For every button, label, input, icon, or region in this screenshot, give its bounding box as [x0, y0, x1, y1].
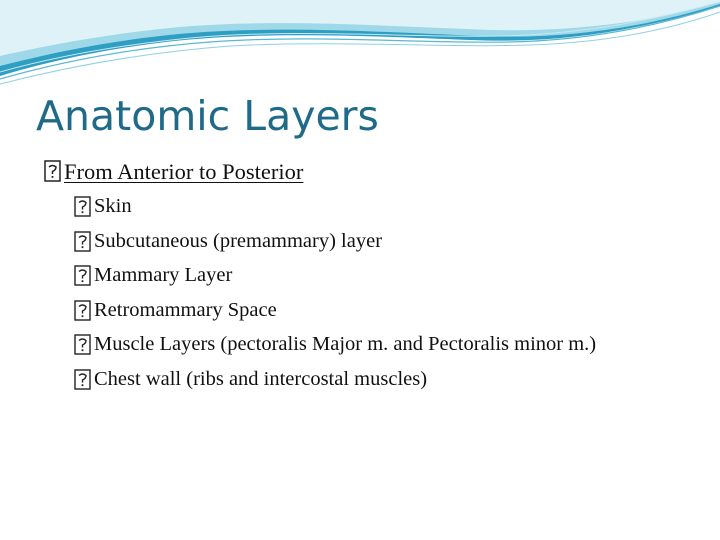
- sub-bullet-text: Skin: [94, 195, 132, 217]
- sub-bullet-item: [44, 194, 684, 218]
- slide-content: [44, 155, 684, 391]
- missing-glyph-box-icon: [74, 300, 91, 321]
- main-bullet-text: From Anterior to Posterior: [64, 159, 304, 184]
- missing-glyph-box-icon: [74, 369, 91, 390]
- sub-bullet-text: Chest wall (ribs and intercostal muscles): [94, 367, 428, 390]
- sub-bullet-item: [44, 263, 684, 287]
- sub-bullet-item: [44, 367, 684, 391]
- sub-bullet-text: Mammary Layer: [94, 264, 233, 286]
- sub-bullet-list: [44, 194, 684, 391]
- missing-glyph-box-icon: [74, 265, 91, 286]
- missing-glyph-box-icon: [44, 160, 61, 182]
- header-wave-decoration: [0, 0, 720, 90]
- sub-bullet-item: [44, 298, 684, 322]
- slide-title: Anatomic Layers: [36, 92, 379, 140]
- missing-glyph-box-icon: [74, 334, 91, 355]
- sub-bullet-text: Muscle Layers (pectoralis Major m. and Pectoralis minor m.): [94, 333, 597, 355]
- sub-bullet-item: [44, 229, 684, 253]
- sub-bullet-text: Retromammary Space: [94, 298, 277, 321]
- missing-glyph-box-icon: [74, 196, 91, 217]
- sub-bullet-text: Subcutaneous (premammary) layer: [94, 229, 383, 252]
- missing-glyph-box-icon: [74, 231, 91, 252]
- main-bullet: [44, 155, 684, 189]
- sub-bullet-item: [44, 332, 684, 356]
